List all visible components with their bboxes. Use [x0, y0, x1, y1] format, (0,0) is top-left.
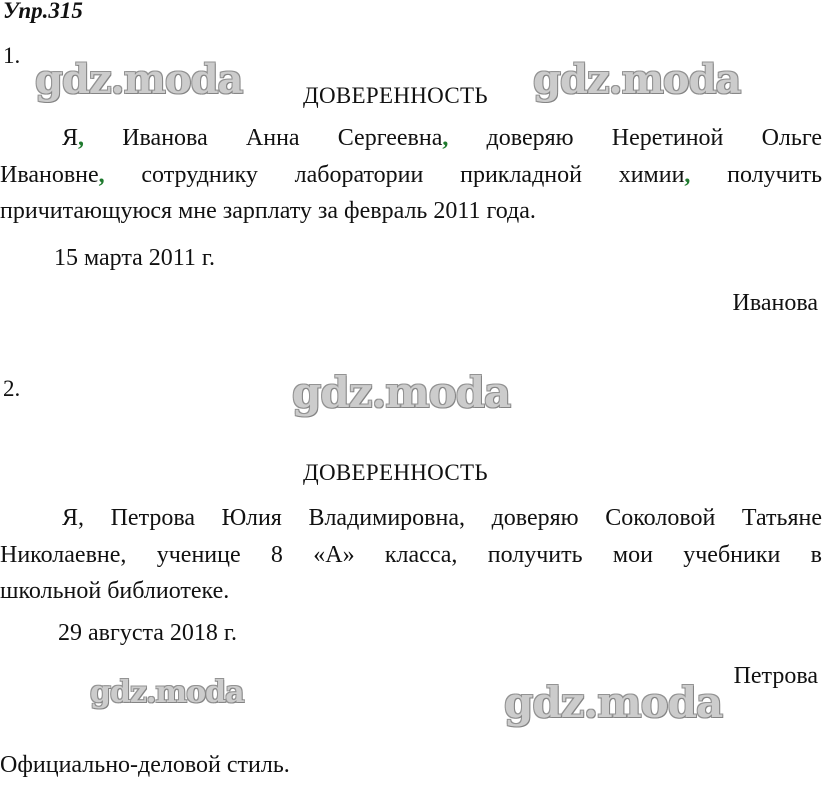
watermark-logo: gdz.moda — [292, 368, 511, 417]
doc1-number: 1. — [3, 43, 21, 68]
doc2-line-2: Николаевне, ученице 8 «А» класса, получить мои учебники в — [0, 541, 822, 568]
doc2-body — [0, 500, 822, 610]
doc1-line-3: причитающуюся мне зарплату за февраль 2011 года. — [0, 198, 536, 224]
watermark-logo: gdz.moda — [533, 56, 741, 103]
watermark-logo: gdz.moda — [35, 56, 243, 103]
doc1-date: 15 марта 2011 г. — [54, 245, 216, 271]
doc2-heading: ДОВЕРЕННОСТЬ — [303, 460, 488, 485]
exercise-title: Упр.315 — [3, 0, 83, 23]
doc2-line-3: школьной библиотеке. — [0, 578, 230, 604]
doc1-body — [0, 120, 822, 230]
doc2-line-1: Я, Петрова Юлия Владимировна, доверяю Соколовой Татьяне — [62, 505, 822, 531]
doc1-signature: Иванова — [732, 290, 818, 316]
doc1-line-1: Я, Иванова Анна Сергеевна, доверяю Неретиной Ольге — [62, 125, 822, 151]
doc2-date: 29 августа 2018 г. — [58, 620, 238, 646]
doc1-line-2: Ивановне, сотруднику лаборатории прикладной химии, получить — [0, 161, 822, 188]
doc2-signature: Петрова — [733, 663, 818, 689]
doc1-heading: ДОВЕРЕННОСТЬ — [303, 83, 488, 108]
watermark-logo: gdz.moda — [90, 675, 244, 710]
style-conclusion: Официально-деловой стиль. — [0, 752, 290, 778]
watermark-logo: gdz.moda — [504, 678, 723, 727]
doc2-number: 2. — [3, 376, 21, 401]
